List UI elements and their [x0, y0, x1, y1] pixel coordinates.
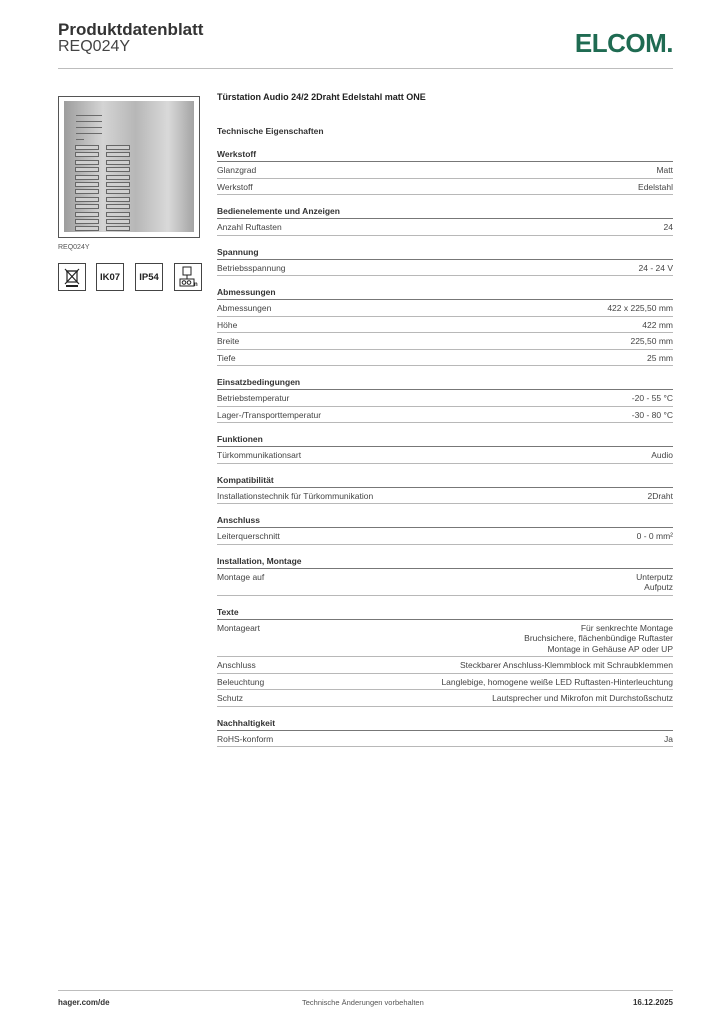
spec-label: RoHS-konform — [217, 733, 274, 744]
spec-row — [217, 488, 673, 505]
footer-disclaimer: Technische Änderungen vorbehalten — [302, 998, 424, 1007]
document-title: Produktdatenblatt — [58, 20, 204, 39]
spec-section — [217, 247, 673, 277]
call-button — [75, 175, 99, 180]
call-button — [106, 197, 130, 202]
spec-value — [647, 353, 673, 364]
spec-value — [607, 303, 673, 314]
spec-value — [632, 410, 673, 421]
spec-label: Montage auf — [217, 571, 265, 582]
spec-value-line: Matt — [656, 165, 673, 175]
spec-value — [524, 623, 673, 655]
speaker-slot — [76, 127, 102, 128]
spec-value — [637, 531, 673, 542]
call-button — [75, 197, 99, 202]
spec-row — [217, 528, 673, 545]
section-heading: Kompatibilität — [217, 475, 673, 488]
spec-value-line: Ja — [664, 733, 673, 744]
footer-divider — [58, 990, 673, 991]
speaker-slot — [76, 121, 102, 122]
spec-section — [217, 515, 673, 545]
spec-value — [460, 660, 673, 671]
spec-row — [217, 317, 673, 334]
spec-label: Leiterquerschnitt — [217, 531, 280, 541]
call-button — [75, 152, 99, 157]
spec-value-line: 422 mm — [642, 319, 673, 330]
spec-value — [492, 693, 673, 704]
product-code: REQ024Y — [58, 38, 131, 55]
product-image — [58, 96, 200, 238]
spec-row — [217, 162, 673, 179]
spec-label: Türkommunikationsart — [217, 450, 302, 460]
spec-row — [217, 569, 673, 596]
wiring-2draht-icon — [174, 263, 202, 291]
footer-website: hager.com/de — [58, 998, 110, 1007]
spec-section — [217, 607, 673, 707]
section-heading: Spannung — [217, 247, 673, 260]
spec-value-line: -30 - 80 °C — [631, 409, 673, 420]
spec-value-line: 2Draht — [647, 490, 673, 501]
door-station-plate — [64, 101, 194, 232]
spec-content — [217, 92, 673, 758]
spec-value-line: Edelstahl — [638, 181, 673, 192]
spec-section — [217, 556, 673, 596]
call-button — [106, 152, 130, 157]
spec-label: Betriebstemperatur — [217, 393, 290, 403]
speaker-slot — [76, 139, 84, 140]
section-heading: Nachhaltigkeit — [217, 718, 673, 731]
spec-section — [217, 475, 673, 505]
spec-value-line: Unterputz — [636, 571, 673, 582]
spec-value — [638, 182, 673, 193]
spec-value-line: Steckbarer Anschluss-Klemmblock mit Schraubklemmen — [459, 660, 673, 670]
spec-value — [639, 263, 674, 274]
header-divider — [58, 68, 673, 69]
call-button — [106, 204, 130, 209]
spec-label: Abmessungen — [217, 303, 272, 313]
spec-value — [664, 222, 673, 233]
ip54-badge: IP54 — [135, 263, 163, 291]
spec-label: Höhe — [217, 319, 238, 330]
spec-sections — [217, 149, 673, 747]
spec-value — [630, 336, 673, 347]
spec-label: Anschluss — [217, 660, 256, 670]
call-button — [75, 212, 99, 217]
svg-text:n: n — [194, 282, 198, 288]
spec-row — [217, 219, 673, 236]
spec-label: Breite — [217, 336, 240, 346]
call-button — [106, 145, 130, 150]
section-heading: Abmessungen — [217, 287, 673, 300]
spec-section — [217, 718, 673, 748]
elcom-logo: ELCOM. — [574, 28, 673, 58]
section-heading: Werkstoff — [217, 149, 673, 162]
call-button — [75, 204, 99, 209]
section-heading: Anschluss — [217, 515, 673, 528]
call-button — [75, 226, 99, 231]
speaker-slot — [76, 133, 102, 134]
call-button — [75, 182, 99, 187]
spec-section — [217, 149, 673, 195]
spec-label: Installationstechnik für Türkommunikation — [217, 490, 374, 501]
spec-row — [217, 674, 673, 691]
spec-section — [217, 377, 673, 423]
spec-value-line: Bruchsichere, flächenbündige Ruftaster — [524, 633, 673, 643]
spec-value-line: Langlebige, homogene weiße LED Ruftasten-Hinterleuchtung — [441, 676, 673, 687]
spec-label: Werkstoff — [217, 181, 253, 192]
spec-row — [217, 350, 673, 367]
call-button — [75, 160, 99, 165]
spec-label: Glanzgrad — [217, 165, 257, 175]
spec-value-line: 0 - 0 mm² — [636, 531, 673, 541]
spec-label: Lager-/Transporttemperatur — [217, 409, 322, 420]
call-button — [106, 219, 130, 224]
spec-value-line: Für senkrechte Montage — [580, 622, 673, 633]
spec-row — [217, 390, 673, 407]
spec-value — [642, 320, 673, 331]
speaker-slot — [76, 115, 102, 116]
spec-label: Schutz — [217, 693, 243, 703]
call-button — [75, 145, 99, 150]
section-heading: Bedienelemente und Anzeigen — [217, 206, 673, 219]
call-button — [75, 189, 99, 194]
spec-value-line: 422 x 225,50 mm — [607, 303, 673, 313]
call-button — [75, 167, 99, 172]
spec-row — [217, 620, 673, 658]
tech-properties-heading: Technische Eigenschaften — [217, 126, 324, 136]
section-heading: Installation, Montage — [217, 556, 673, 569]
call-button — [106, 167, 130, 172]
spec-row — [217, 300, 673, 317]
spec-row — [217, 407, 673, 424]
spec-value-line: 225,50 mm — [630, 336, 673, 346]
spec-value-line: Montage in Gehäuse AP oder UP — [547, 643, 673, 654]
spec-value — [656, 165, 673, 176]
spec-row — [217, 657, 673, 674]
spec-value — [647, 491, 673, 502]
spec-row — [217, 731, 673, 748]
spec-row — [217, 260, 673, 277]
spec-value — [651, 450, 673, 461]
spec-value-line: -20 - 55 °C — [631, 393, 673, 403]
spec-value-line: Aufputz — [644, 582, 673, 592]
spec-section — [217, 206, 673, 236]
ik07-badge: IK07 — [96, 263, 124, 291]
call-button — [106, 189, 130, 194]
spec-value — [636, 572, 673, 593]
spec-label: Montageart — [217, 622, 260, 633]
spec-label: Beleuchtung — [217, 676, 265, 687]
spec-label: Anzahl Ruftasten — [217, 222, 282, 232]
call-button — [106, 160, 130, 165]
weee-bin-icon — [58, 263, 86, 291]
spec-value-line: Audio — [651, 450, 673, 460]
footer-date: 16.12.2025 — [632, 998, 673, 1007]
section-heading: Funktionen — [217, 434, 673, 447]
product-name: Türstation Audio 24/2 2Draht Edelstahl matt ONE — [217, 92, 426, 102]
section-heading: Texte — [217, 607, 673, 620]
spec-value — [664, 734, 673, 745]
spec-label: Tiefe — [217, 352, 236, 363]
spec-value-line: 25 mm — [647, 352, 673, 363]
spec-value-line: 24 - 24 V — [638, 262, 673, 273]
call-button — [106, 182, 130, 187]
call-button — [106, 175, 130, 180]
spec-row — [217, 333, 673, 350]
spec-row — [217, 179, 673, 196]
image-caption: REQ024Y — [58, 244, 90, 251]
spec-row — [217, 447, 673, 464]
call-button — [106, 212, 130, 217]
spec-label: Betriebsspannung — [217, 262, 286, 273]
call-button — [75, 219, 99, 224]
spec-value — [632, 393, 673, 404]
spec-value — [441, 677, 673, 688]
spec-row — [217, 690, 673, 707]
spec-section — [217, 287, 673, 366]
spec-section — [217, 434, 673, 464]
section-heading: Einsatzbedingungen — [217, 377, 673, 390]
call-button — [106, 226, 130, 231]
spec-value-line: Lautsprecher und Mikrofon mit Durchstoßschutz — [492, 693, 673, 703]
spec-value-line: 24 — [663, 222, 673, 232]
